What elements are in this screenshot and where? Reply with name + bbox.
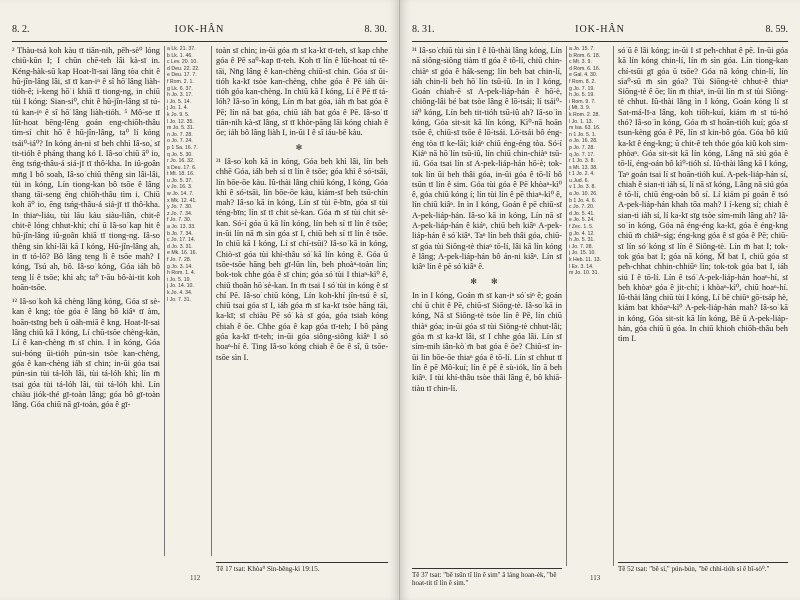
cross-reference: g Jo. 3. 14. — [167, 263, 193, 270]
paragraph: ²¹ Iâ-so͘ koh kā in kóng, Góa beh khì lâi, lín beh chhē Góa, iáh beh sí tī lín ê tsōe; góa khì ê só͘-tsāi, lín bōe-ōe kàu. Iû-thài lâng chiū kóng, I kóng, Góa khì ê só͘-tsāi, lín bōe-ōe kàu, kiám-sī beh tsū-chín mah? Iâ-so͘ kā in kóng, Lín sī tùi ē-bīn, góa sī tùi téng-bīn; lín sī tī chit sè-kan. Góa m̄ sī tùi chit sè-kan. Só͘-í góa ū kā lín kóng, lín beh sí tī lín ê tsōe; in-ūi lín nā m̄ sìn góa sī I, chiū beh sí tī lín ê tsōe. In chiū kā I kóng, Lí sī chí-tsūi? Iâ-so͘ kā in kóng, Chiò-sī góa tùi khí-thâu só͘ kā lín kóng ê. Góa ū tsōe-tsōe hāng beh gī-lūn lín, beh phoàⁿ-toàn lín; bok-tok chhe góa ê sī chin; góa só͘ tùi I thiaⁿ-kì⁰ ê, chiū thoân hō͘ sè-kan. In m̄ tsai I só͘ tùi in kóng ê sī chí Pē. Iâ-so͘ chiū kóng, Lín koh-khí jîn-tsú ê sî, chiū tsai góa sī I, iáh góa m̄ sī ka-kī tsòe hāng tāi, ka-kī; sī chiàu Pē só͘ kà sī góa, góa tsiah kóng chiah ê ōe. Chhe góa ê kap góa tī-teh; I bô pàng góa ka-kī tī-teh; in-ūi góa siông-siông kiâⁿ I só͘ hoaⁿ-hí ê. Ting Iâ-so͘ kóng chiah ê ōe ê sî, ū tsōe-tsōe sìn I. — [216, 156, 388, 362]
paragraph: ³¹ Iâ-so͘ chiū tùi sìn I ê Iû-thài lâng kóng, Lín nā siông-siông tiàm tī góa ê tō-lí, chiū chin-chiàⁿ sī góa ê hák-seng; lín beh bat chin-lí, iáh chin-lí beh hō͘ lín tsū-iû. In ìn I kóng, Goán chiah-ē sī A-pek-liáp-hán ê hō͘-è, chiông-lâi bé bat tsòe lâng ê lō͘-tsái; lí tsái⁰-iá⁰ kóng, Lín beh tit-tióh tsū-iû ah? Iâ-so͘ ìn kóng, Góa sit-sit kā lín kóng, Kì⁰-nā hoān tsōe ê, chiū-sī tsōe ê lō͘-tsái. Lō͘-tsái bô éng-éng tòa tī ke-lāi; kiáⁿ chiū éng-éng tòa. Só͘-í Kiáⁿ nā hō͘ lín tsū-iû, lín chiū chin-chiàⁿ tsū-iû. Góa tsai lín sī A-pek-liáp-hán hō͘-è; tok-tok lín ūi beh thâi góa, in-ūi góa ê tō-lí bô tsūn tī lín ê sim. Góa tùi góa ê Pē khòaⁿ-kì⁰ ê, góa chiū kóng í; lín tùi lín ê pē thiaⁿ-kì⁰ ê, lín chiū kiâⁿ. In ìn I kóng, Goán ê pē chiū-sī A-pek-liáp-hán. Iâ-so͘ kā in kóng, Lín nā sī A-pek-liáp-hán ê kiáⁿ, chiū beh kiâⁿ A-pek-liáp-hán ê só͘ kiâⁿ. Taⁿ lín beh thâi góa, chiū-sī góa tùi Siōng-tè thiaⁿ tō-lí, lâi kā lín kóng ê lâng; A-pek-liáp-hán bô án-ni kiâⁿ. Lín sī kiâⁿ lín ê pē só͘ kiâⁿ ê. — [412, 46, 562, 272]
paragraph: ¹² Iâ-so͘ koh kā chèng lâng kóng, Góa sī sè-kan ê kng; tòe góa ê lâng bô kiâⁿ tī àm, hoān-tsīng beh ū oàh-miā ê kng. Hoat-lī-sai lâng chiū kā I kóng, Lí chū-tsōe chèng-kàn, Lí ê kan-chèng m̄ sī chin. I ìn kóng, Góa sui-bóng ūi-tióh pún-sin tsòe kan-chèng, góa ê kan-chèng iáh sī chin; in-ūi góa tsai pún-sin tùi tá-lóh lâi, tùi tá-lóh khì; lín m̄ tsai góa tùi tá-lóh lâi, tùi tá-lóh khì. Lín chiàu jiók-thé gī-toàn lâng; góa bô gī-toàn lâng. Góa chiū nā gī-toàn, góa ê gī- — [12, 297, 160, 410]
left-page-header — [12, 24, 387, 42]
cross-reference: v 1 Jo. 3. 8. — [569, 184, 596, 191]
cross-reference: r Jo. 16. 32. — [167, 158, 195, 165]
right-page — [400, 0, 800, 600]
cross-reference: g Lk. 6. 37. — [167, 85, 193, 92]
cross-reference: q Jo. 5. 30. — [167, 151, 193, 158]
footnote: Tē 52 tsat: "bē sí," pún-bún, "bē chhì-tióh sí ê bī-sò⁰." — [618, 562, 788, 573]
section-divider: ✻ ✻ — [470, 276, 504, 286]
cross-reference: e Mk. 16. 16. — [167, 250, 197, 257]
cross-reference: d Deu. 22. 22. — [167, 65, 200, 72]
cross-reference: j Jo. 14. 10. — [167, 283, 194, 290]
cross-reference: l Jo. 1. 13. — [569, 118, 593, 125]
header-chapter-end: 8. 59. — [765, 24, 788, 35]
cross-reference: i Rom. 9. 7. — [569, 98, 596, 105]
cross-reference: b Rom. 6. 18. — [569, 52, 601, 59]
cross-reference: o Jo. 16. 28. — [569, 138, 598, 145]
cross-reference: l Jo. 7. 31. — [167, 296, 191, 303]
cross-reference: g Jo. 7. 19. — [569, 85, 595, 92]
cross-reference: r 1 Jo. 3. 8. — [569, 158, 595, 165]
cross-reference: p 1 Sa. 16. 7. — [167, 144, 198, 151]
header-chapter-start: 8. 2. — [12, 24, 30, 35]
cross-reference: a Jo. 10. 26. — [569, 191, 598, 198]
cross-reference: m Jo. 10. 31. — [569, 270, 599, 277]
cross-reference: i Jo. 5. 19. — [167, 276, 191, 283]
cross-reference: z Jo. 7. 34. — [167, 210, 193, 217]
footnote: Tē 17 tsat: Khòa⁰ Sìn-bēng-kì 19:15. — [216, 562, 388, 573]
cross-reference: n Jo. 7. 28. — [167, 131, 193, 138]
cross-reference: n 1 Jo. 5. 1. — [569, 131, 597, 138]
cross-reference: f Jo. 7. 28. — [167, 257, 192, 263]
section-divider: ✻ — [295, 142, 309, 152]
cross-reference: s Deu. 17. 6. — [167, 164, 197, 171]
cross-reference: i Jo. 7. 28. — [569, 243, 593, 250]
paragraph: In ìn I kóng, Goán m̄ sī kan-iⁿ só͘ siⁿ ê; goán chí ū chit ê Pē, chiū-sī Siōng-tè. Iâ-so͘ kā in kóng, Nā sī Siōng-tè tsòe lín ê Pē, lín chiū thiàⁿ góa; in-ūi góa sī tùi Siōng-tè chhut-lâi; góa m̄ sī ka-kī lâi, sī I chhe góa lâi. Lín sī sím-mih iân-kò͘ m̄ bat góa ê ōe? Chiū-sī in-ūi lín bōe-ōe thiaⁿ góa ê tō-lí. Lín sī chhut tī lín ê pē Mô͘-kuí; lín ê pē ê sù-iók, lín ā beh kiâⁿ. I tùi khí-thâu tsòe thâi lâng ê, bô khiā-tiàu tī chin-lí. — [412, 290, 562, 393]
page-number: 112 — [190, 574, 201, 582]
cross-reference: d Jo. 3. 31. — [167, 243, 193, 250]
cross-reference: h Jo. 3. 17. — [167, 92, 193, 99]
cross-reference: b Jo. 7. 34. — [167, 230, 193, 237]
paragraph: só͘ ū ê lâi kóng; in-ūi I sī pe̍h-chhat ê pē. In-ūi góa kā lín kóng chin-lí, lín m̄ sìn góa. Lín tiong-kan chí-tsūi gī góa ū tsōe? Góa nā kóng chin-lí, lín sìa⁰-sū m̄ sìn góa? Tùi Siōng-tè chhut-ê thiaⁿ Siōng-tè ê ōe; lín m̄ thiaⁿ, in-ūi lín m̄ sī tùi Siōng-tè chhut. Iû-thài lâng ìn I kóng, Goán kóng lí sī Sat-má-lī-a lâng, koh tiōh-kuí, kiám m̄ sī tú-hó thó? Iâ-so͘ ìn kóng, Góa m̄ sī hoān-tióh kuí; góa sī tsun-kèng góa ê Pē, lín sī kin-bô góa. Góa bô kiû ka-kī ê éng-kng; ū chit-ê teh thóe góa kiû koh sim-phòaⁿ. Góa sit-sit kā lín kóng, Lâng nā siú góa ê tō-lí, éng-oán bô kì⁰-tióh sí. Iû-thài lâng kā I kóng, Taⁿ goán tsai lí sī hoān-tióh kuí. A-pek-liáp-hán sí, chiah ê sian-ti iáh sí, lí nā sī kóng, Lâng nā siú góa ê tō-lí, chiū éng-oán bô sí. Lí kiám pí goán ê tsó͘ A-pek-liáp-hán khah tōa mah? I í-keng sí; chiah ê sian-ti iáh sí, lí ka-kī sīg tsòe sím-mih lâng ah? Iâ-so͘ ìn kóng, Góa nā éng-éng ka-kī, góa ê éng-kng chiū m̄ chiâⁿ-sìg; éng-kng góa ê sī góa ê Pē; chiū-sī lín só͘ kóng sī lín ê Siōng-tè. Lín m̄ bat I; tok-tok góa bat I; góa nā kóng, M̄ bat I, chiū góa sī pe̍h-chhat chhin-chhiūⁿ lín; tok-tok góa bat I, iáh siú I ê tō-lí. Lín ê tsó͘ A-pek-liáp-hán hoaⁿ-hí, sī beh khòaⁿ góa ê jit-chí; i khòaⁿ-kì⁰, chiū hoaⁿ-hí. Iû-thài lâng chiū tùi I kóng, Lí bē chiūⁿ gō͘-tsáp hè, kiám bat khòaⁿ-kì⁰ A-pek-liáp-hán mah? Iâ-so͘ kā in kóng, Góa sit-sit kā lín kóng, Bē ū A-pek-liáp-hán, góa chiū ū góa. In chiū khioh chiōh-thâu beh tìm I. — [618, 46, 788, 344]
paragraph: ² Thàu-tsá koh kàu tī tiān-nih, pēh-sè⁰ lóng chiū-kūn I; I chūn chē-teh lâi kà-sī in. Kéng-hàk-sū kap Hoat-lī-sai lâng tòa chit ê hū-jîn-lâng lâi, sī tī kan-iⁿ ê sî hō͘ lâng liàh-tióh-ê; i-keng hō͘ i khiā tī tiong-ng, in chiū tùi I kóng: Sian-si⁰, chit ê hū-jîn-lâng sī tú-tú kan-iⁿ ê sî hō͘ lâng liàh-tióh. ⁵ Mô͘-se tī lūt-hoat bēng-lēng goán eng-chiōh-thâu tìm-sí chit hō͘ ê hū-jîn-lâng, ta⁰ lí kóng tsái⁰-iá⁰? In kóng án-ni sī beh chhì Iâ-so͘, sī tit-tióh ê pháng thang kó I. Iâ-so͘ chiū ā⁰ io, ēng tsńg-thâu-á siá-jī tī thô͘-kha. In iû-goân mn̄g I bô soah, Iâ-so͘ chiū thêng sin lâi-lâi, tùi in kóng, Lín tiong-kan bô tsōe ê lâng thang tāi-seng ēng chiōh-thâu tìm i. Chiū koh ā⁰ io, ēng tsńg-thâu-á siá-jī tī thô͘-kha. In thiaⁿ-liáu, tùi lāu kàu siàu-liân, chit-ê chit-ê lóng chhut-khì; chí ū Iâ-so͘ kap hit ê hū-jîn-lâng iû-goân khiā tī tiong-ng. Iâ-so͘ thêng sin khí-lâi kā I kóng, Hū-jîn-lâng ah, in tī tó-lō͘? Bô lâng teng lí ê tsōe mah? I kóng, Tsú ah, bô. Iâ-so͘ kóng, Góa iáh bô teng lí ê tsōe; khì ah; ta⁰ ī-āu bô-ài-tit koh hoān-tsōe. — [12, 46, 160, 292]
cross-reference: y Jo. 7. 30. — [167, 204, 193, 211]
cross-reference: k Jo. 9. 5. — [167, 111, 190, 118]
cross-reference: l Jo. 12. 35. — [167, 118, 194, 125]
cross-reference: t Mt. 18. 16. — [167, 171, 195, 178]
cross-reference: a Lk. 21. 37. — [167, 46, 196, 52]
cross-reference: m Jo. 5. 31. — [167, 125, 195, 132]
right-page-header — [412, 24, 788, 42]
right-text-column-2 — [618, 46, 788, 558]
header-book-title: IOK-HÂN — [575, 24, 625, 35]
cross-reference: j Jo. 1. 4. — [167, 105, 189, 112]
header-chapter-start: 8. 31. — [412, 24, 435, 35]
cross-reference: l Ex. 3. 14. — [569, 263, 594, 270]
cross-reference: c Lev. 20. 10. — [167, 59, 198, 66]
cross-reference: m Isa. 63. 16. — [569, 125, 601, 132]
cross-reference: x Mk. 12. 41. — [167, 197, 197, 204]
cross-reference: u Jud. 6. — [569, 177, 589, 184]
cross-reference: e Deu. 17. 7. — [167, 72, 197, 79]
cross-reference: k Rom. 2. 28. — [569, 111, 600, 118]
cross-reference: k Heb. 11. 13. — [569, 257, 601, 263]
cross-reference: b 1 Jo. 4. 6. — [569, 197, 597, 204]
cross-reference: e Gal. 4. 30. — [569, 72, 598, 79]
header-book-title: IOK-HÂN — [174, 24, 225, 35]
paragraph: toàn sī chin; in-ūi góa m̄ sī ka-kī tī-teh, sī kap chhe góa ê Pē sa⁰-kap tī-teh. Koh tī lín ê lūt-hoat tú tē-tāi, Nn̄g lâng ê kan-chèng chiū-sī chin. Góa sī ūi-tióh ka-kī tsòe kan-chèng, chhe góa ê Pē iáh ūi-tióh góa kan-chèng. In chiū kā I kóng, Lí ê Pē tī tá-lóh? Iâ-so͘ ìn kóng, Lín m̄ bat góa, iáh m̄ bat góa ê Pē; lín nā bat góa, chiū iáh bat góa ê Pē. Iâ-so͘ tī tiān-nih kà-sī lâng, sī tī khòr-pāng lāi kóng chiah ê ōe; iáh bô lâng liàh I, in-ūi I ê sî iáu-bē kàu. — [216, 46, 388, 138]
cross-reference: f Zec. 1. 5. — [569, 224, 594, 231]
cross-reference: a Jo. 15. 7. — [569, 46, 595, 52]
cross-reference: b Lk. 1. 46. — [167, 52, 193, 59]
cross-reference: u Jo. 5. 37. — [167, 177, 193, 184]
cross-reference: j Jo. 15. 10. — [569, 250, 596, 257]
cross-reference: c Jo. 17. 14. — [167, 237, 196, 244]
cross-reference: f Jo. 7. 30. — [167, 217, 192, 224]
cross-reference: i Jo. 5. 14. — [167, 98, 191, 105]
cross-reference: h Jo. 5. 31. — [569, 237, 595, 244]
cross-reference: q Jo. 7. 17. — [569, 151, 595, 158]
page-number: 113 — [590, 574, 601, 582]
cross-reference: c Jo. 7. 20. — [569, 204, 595, 211]
cross-reference: f Rom. 8. 2. — [569, 78, 596, 85]
header-chapter-end: 8. 30. — [364, 24, 387, 35]
cross-reference: w Jo. 14. 7. — [167, 191, 194, 198]
left-text-column-2 — [216, 46, 388, 558]
cross-reference: a Jo. 13. 33. — [167, 224, 196, 231]
footnote: Tē 37 tsat: "bē tsūn tī lín ê sim" ā láng hoan-èk, "bē hoat-tit tī lín ê sim." — [412, 568, 562, 587]
cross-reference: v Jo. 16. 3. — [167, 184, 193, 191]
cross-reference: s Mt. 13. 38. — [569, 164, 598, 171]
cross-reference: o Jo. 7. 24. — [167, 138, 193, 145]
cross-reference-column — [164, 46, 212, 556]
cross-reference-column — [566, 46, 614, 566]
header-rule — [12, 41, 387, 42]
header-rule — [412, 41, 788, 42]
cross-reference: j Mt. 3. 9. — [569, 105, 591, 112]
cross-reference: c Mt. 3. 9. — [569, 59, 592, 66]
right-text-column-1 — [412, 46, 562, 564]
cross-reference: e Jo. 5. 24. — [569, 217, 595, 224]
cross-reference: k Jo. 4. 34. — [167, 289, 193, 296]
cross-reference: h Jo. 5. 19. — [569, 92, 595, 99]
cross-reference: g Jo. 4. 12. — [569, 230, 595, 237]
cross-reference: h Rom. 1. 4. — [167, 270, 196, 277]
cross-reference: d Rom. 6. 16. — [569, 65, 601, 72]
left-text-column-1 — [12, 46, 160, 586]
cross-reference: p Jo. 7. 28. — [569, 144, 595, 151]
cross-reference: f Rom. 2. 1. — [167, 78, 194, 85]
cross-reference: t 1 Jo. 2. 4. — [569, 171, 595, 178]
cross-reference: d Jo. 5. 41. — [569, 210, 595, 217]
